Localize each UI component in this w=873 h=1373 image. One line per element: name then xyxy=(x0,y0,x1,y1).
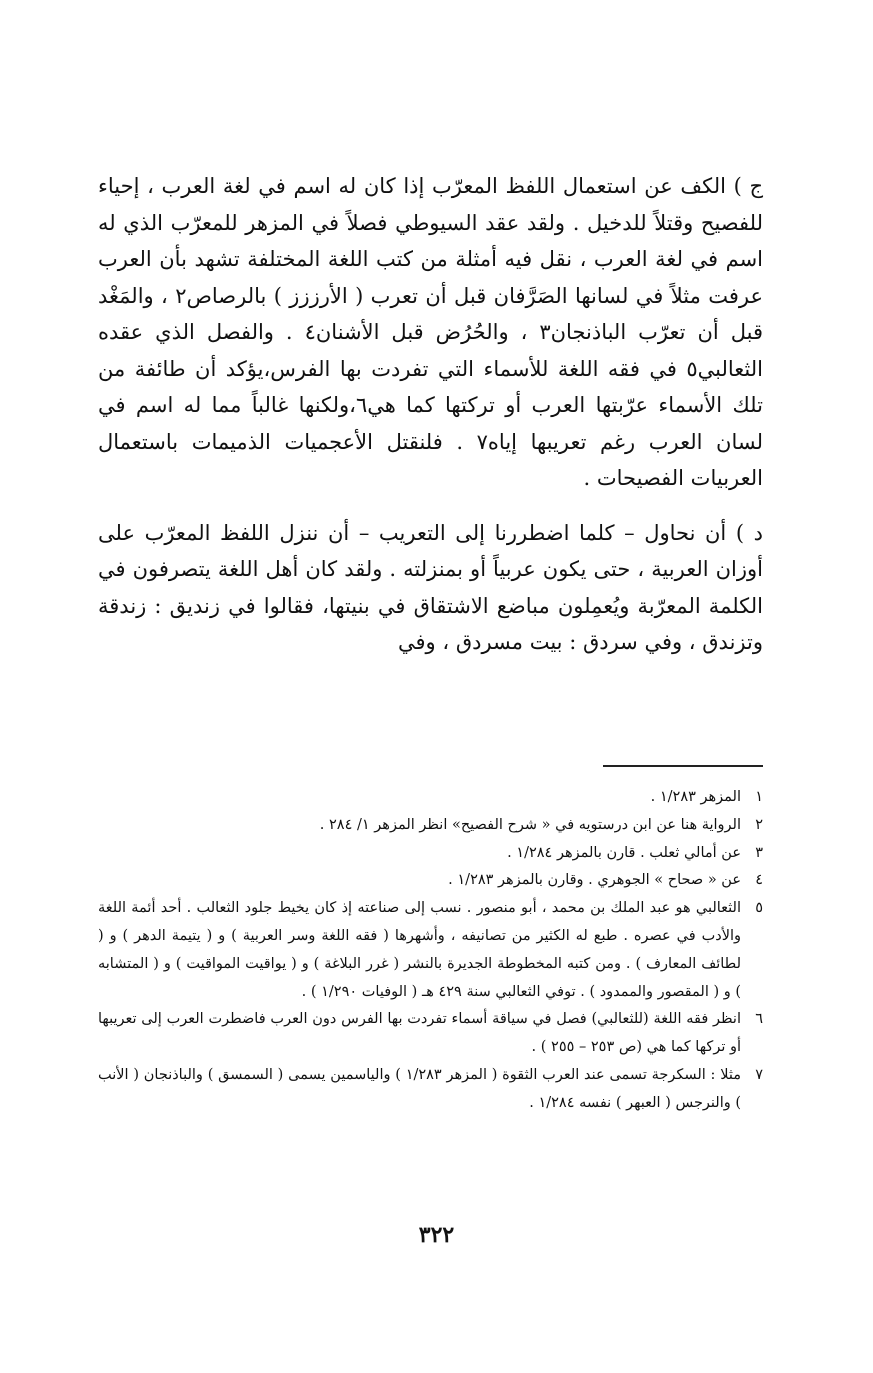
footnote-text: المزهر ١/٢٨٣ . xyxy=(650,789,741,805)
page-number: ٣٢٢ xyxy=(418,1222,455,1248)
footnote-number: ٢ xyxy=(755,816,763,833)
footnote-text: عن « صحاح » الجوهري . وقارن بالمزهر ١/٢٨٣ . xyxy=(448,872,741,889)
footnote-1 xyxy=(98,784,763,812)
footnote-3 xyxy=(98,840,763,868)
footnote-text: الثعالبي هو عبد الملك بن محمد ، أبو منصور . نسب إلى صناعته إذ كان يخيط جلود الثعالب . أحد أئمة اللغة والأدب في عصره . طبع له الكثير من تصانيفه ، وأشهرها ( فقه اللغة وسر العربية ) و ( يتيمة الدهر ) و ( لطائف المعارف ) . ومن كتبه المخطوطة الجديرة بالنشر ( غرر البلاغة ) و ( يواقيت المواقيت ) و ( المتشابه ) و ( المقصور والممدود ) . توفي الثعالبي سنة ٤٢٩ هـ ( الوفيات ١/٢٩٠ ) . xyxy=(98,900,741,1000)
footnotes xyxy=(98,784,763,1118)
footnote-number: ٣ xyxy=(755,844,763,861)
paragraph-jim: ج ) الكف عن استعمال اللفظ المعرّب إذا كان له اسم في لغة العرب ، إحياء للفصيح وقتلاً للدخيل . ولقد عقد السيوطي فصلاً في المزهر للمعرّب الذي له اسم في لغة العرب ، نقل فيه أمثلة من كتب اللغة المختلفة تشهد بأن العرب عرفت مثلاً في لسانها الصَرَّفان قبل أن تعرب ( الأرززز ) بالرصاص٢ ، والمَغْد قبل أن تعرّب الباذنجان٣ ، والحُرُض قبل الأشنان٤ . والفصل الذي عقده الثعالبي٥ في فقه اللغة للأسماء التي تفردت بها الفرس،يؤكد أن طائفة من تلك الأسماء عرّبتها العرب أو تركتها كما هي٦،ولكنها غالباً مما له اسم في لسان العرب رغم تعريبها إياه٧ . فلنقتل الأعجميات الذميمات باستعمال العربيات الفصيحات . xyxy=(98,174,763,490)
footnote-number: ٦ xyxy=(755,1011,763,1028)
main-text xyxy=(98,168,763,661)
footnote-5 xyxy=(98,895,763,1006)
footnote-text: الرواية هنا عن ابن درستويه في « شرح الفصيح» انظر المزهر ١/ ٢٨٤ . xyxy=(319,816,741,833)
footnote-text: مثلا : السكرجة تسمى عند العرب الثقوة ( المزهر ١/٢٨٣ ) والياسمين يسمى ( السمسق ) والباذنجان ( الأنب ) والنرجس ( العبهر ) نفسه ١/٢٨٤ . xyxy=(98,1066,741,1111)
footnote-text: عن أمالي ثعلب . قارن بالمزهر ١/٢٨٤ . xyxy=(507,844,741,861)
footnote-4 xyxy=(98,867,763,895)
footnote-2 xyxy=(98,812,763,840)
footnote-text: انظر فقه اللغة (للثعالبي) فصل في سياقة أسماء تفردت بها الفرس دون العرب فاضطرت العرب إلى تعريبها أو تركها كما هي (ص ٢٥٣ – ٢٥٥ ) . xyxy=(98,1011,741,1056)
footnote-7 xyxy=(98,1062,763,1118)
footnote-number: ١ xyxy=(755,789,763,805)
footnote-number: ٥ xyxy=(755,900,763,917)
footnote-number: ٤ xyxy=(755,872,763,889)
paragraph-dal: د ) أن نحاول – كلما اضطررنا إلى التعريب – أن ننزل اللفظ المعرّب على أوزان العربية ، حتى يكون عربياً أو بمنزلته . ولقد كان أهل اللغة يتصرفون في الكلمة المعرّبة ويُعمِلون مباضع الاشتقاق في بنيتها، فقالوا في زنديق : زندقة وتزندق ، وفي سردق : بيت مسردق ، وفي xyxy=(98,520,763,654)
footnote-6 xyxy=(98,1006,763,1062)
footnote-divider xyxy=(603,765,763,767)
footnote-number: ٧ xyxy=(755,1066,763,1083)
